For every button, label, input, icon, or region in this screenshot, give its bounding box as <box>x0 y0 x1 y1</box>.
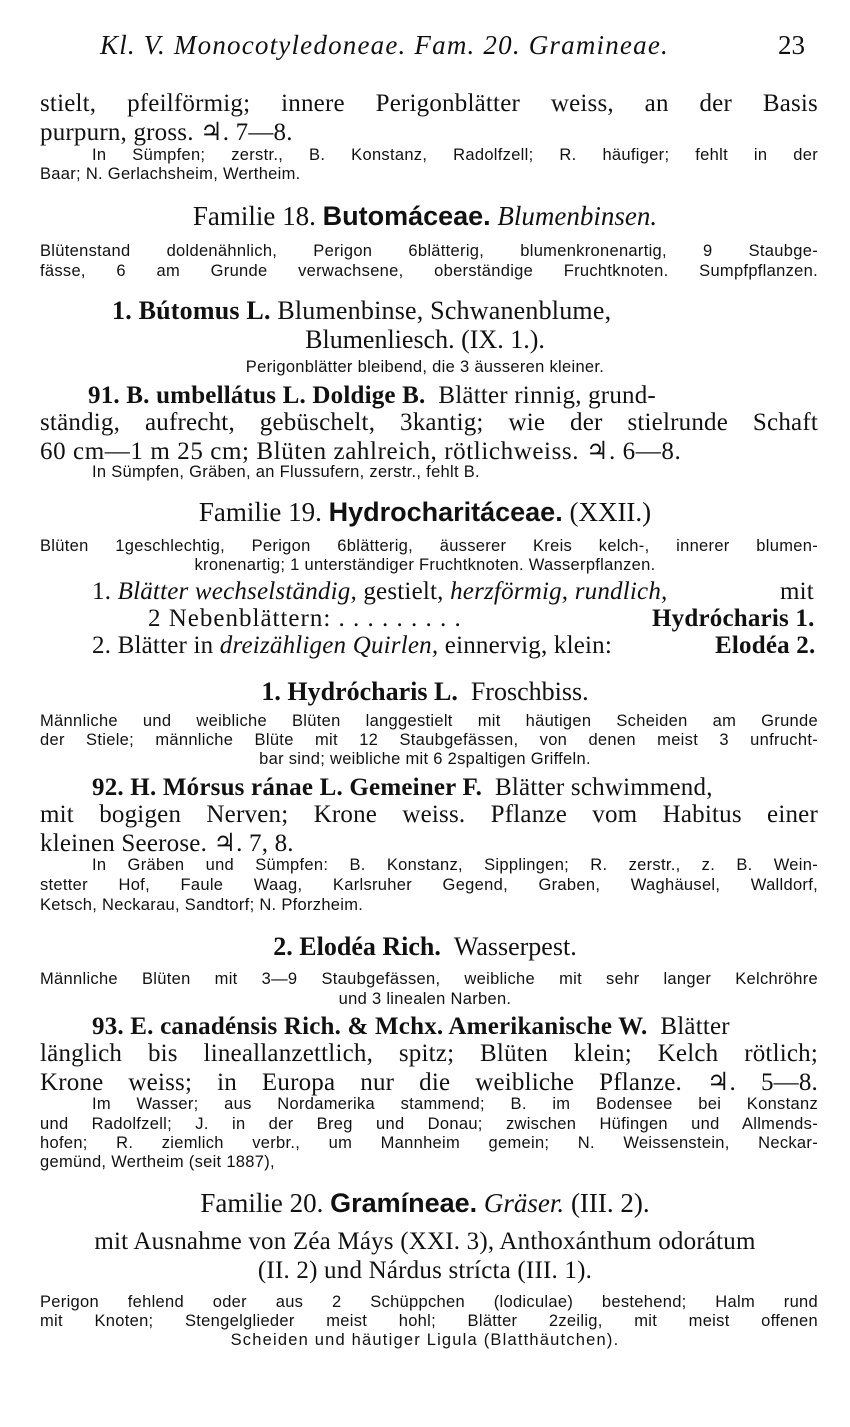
text-line: 60 cm—1 m 25 cm; Blüten zahlreich, rötlichweiss. ♃. 6—8. <box>40 438 682 465</box>
family-heading <box>0 497 850 528</box>
text-line: ständig, aufrecht, gebüschelt, 3kantig; wie der stielrunde Schaft <box>40 409 818 436</box>
species-name: 93. E. canadénsis Rich. & Mchx. Amerikanische W. <box>92 1013 648 1040</box>
key-result: Hydrócharis 1. <box>652 605 815 632</box>
family-description: Blütenstand doldenähnlich, Perigon 6blätterig, blumenkronenartig, 9 Staubge- <box>40 242 818 260</box>
text-line: mit bogigen Nerven; Krone weiss. Pflanze vom Habitus einer <box>40 801 818 828</box>
text-line: stielt, pfeilförmig; innere Perigonblätter weiss, an der Basis <box>40 90 818 117</box>
text-line: länglich bis lineallanzettlich, spitz; Blüten klein; Kelch rötlich; <box>40 1040 818 1067</box>
genus-name: 1. Hydrócharis L. <box>261 677 458 706</box>
genus-description: und 3 linealen Narben. <box>338 990 512 1008</box>
family-description: Perigon fehlend oder aus 2 Schüppchen (lodiculae) bestehend; Halm rund <box>40 1293 818 1311</box>
species-entry <box>92 774 713 802</box>
species-description: Blätter <box>660 1013 730 1040</box>
genus-common-name: Blumenliesch. (IX. 1.). <box>305 325 545 354</box>
locality-line: und Radolfzell; J. in der Breg und Donau; zwischen Hüfingen und Allmends- <box>40 1115 818 1133</box>
genus-name: 1. Bútomus L. <box>112 296 271 325</box>
family-prefix: Familie 19. <box>198 497 322 527</box>
text-line: purpurn, gross. ♃. 7—8. <box>40 119 293 146</box>
species-description: Blätter rinnig, grund- <box>438 382 656 409</box>
key-text: Blätter wechselständig, <box>117 578 357 605</box>
genus-description: Männliche und weibliche Blüten langgestielt mit häutigen Scheiden am Grunde <box>40 712 818 730</box>
locality-line: Ketsch, Neckarau, Sandtorf; N. Pforzheim. <box>40 896 364 914</box>
species-description: Blätter schwimmend, <box>495 774 713 801</box>
key-entry <box>92 578 667 606</box>
text-line: kleinen Seerose. ♃. 7, 8. <box>40 830 294 857</box>
genus-common-name: Wasserpest. <box>453 932 577 961</box>
genus-description: Perigonblätter bleibend, die 3 äusseren kleiner. <box>245 358 605 376</box>
locality-line: hofen; R. ziemlich verbr., um Mannheim gemein; N. Weissenstein, Neckar- <box>40 1134 818 1152</box>
family-prefix: Familie 20. <box>200 1188 324 1218</box>
running-header: Kl. V. Monocotyledoneae. Fam. 20. Gramineae. <box>100 30 669 60</box>
species-entry <box>92 1013 730 1041</box>
key-text: einnervig, klein: <box>444 632 613 659</box>
genus-heading <box>0 932 850 962</box>
genus-heading <box>0 677 850 707</box>
locality-line: Baar; N. Gerlachsheim, Wertheim. <box>40 165 301 183</box>
family-class: (III. 2). <box>570 1188 650 1218</box>
locality-line: Im Wasser; aus Nordamerika stammend; B. im Bodensee bei Konstanz <box>92 1095 818 1113</box>
locality-line: In Gräben und Sümpfen: B. Konstanz, Sipplingen; R. zerstr., z. B. Wein- <box>92 856 818 874</box>
text-line: Krone weiss; in Europa nur die weibliche Pflanze. ♃. 5—8. <box>40 1069 818 1096</box>
key-result: Elodéa 2. <box>715 632 816 659</box>
locality-line: stetter Hof, Faule Waag, Karlsruher Gegend, Graben, Waghäusel, Walldorf, <box>40 876 818 894</box>
species-name: 92. H. Mórsus ránae L. Gemeiner F. <box>92 774 483 801</box>
family-description: fässe, 6 am Grunde verwachsene, oberständige Fruchtknoten. Sumpfpflanzen. <box>40 262 818 280</box>
family-name: Gramíneae. <box>330 1188 478 1218</box>
family-common-name: Gräser. <box>483 1188 565 1218</box>
family-name: Hydrocharitáceae. <box>328 497 563 527</box>
genus-description: bar sind; weibliche mit 6 2spaltigen Griffeln. <box>259 750 591 768</box>
family-name: Butomáceae. <box>322 201 491 231</box>
family-heading <box>0 201 850 232</box>
key-text: herzförmig, rundlich, <box>450 578 668 605</box>
text-line: (II. 2) und Nárdus strícta (III. 1). <box>257 1257 593 1284</box>
species-name: 91. B. umbellátus L. Doldige B. <box>88 382 426 409</box>
family-description: kronenartig; 1 unterständiger Fruchtknoten. Wasserpflanzen. <box>194 556 656 574</box>
genus-name: 2. Elodéa Rich. <box>273 932 441 961</box>
species-entry <box>88 382 818 410</box>
family-class: (XXII.) <box>569 497 652 527</box>
genus-description: der Stiele; männliche Blüte mit 12 Staubgefässen, von denen meist 3 unfrucht- <box>40 731 818 749</box>
key-text: mit <box>780 578 814 605</box>
locality-line: In Sümpfen; zerstr., B. Konstanz, Radolfzell; R. häufiger; fehlt in der <box>92 146 818 164</box>
genus-common-name: Froschbiss. <box>470 677 589 706</box>
genus-common-name: Blumenbinse, Schwanenblume, <box>277 296 612 325</box>
key-text: 2 Nebenblättern: . . . . . . . . . <box>148 605 462 632</box>
key-entry <box>92 632 612 660</box>
family-common-name: Blumenbinsen. <box>497 201 658 231</box>
family-description: Blüten 1geschlechtig, Perigon 6blätterig, äusserer Kreis kelch-, innerer blumen- <box>40 537 818 555</box>
text-line: mit Ausnahme von Zéa Máys (XXI. 3), Anthoxánthum odorátum <box>94 1228 756 1255</box>
genus-description: Männliche Blüten mit 3—9 Staubgefässen, weibliche mit sehr langer Kelchröhre <box>40 970 818 988</box>
family-heading <box>0 1188 850 1219</box>
locality-line: In Sümpfen, Gräben, an Flussufern, zerstr., fehlt B. <box>92 463 480 481</box>
key-text: gestielt, <box>363 578 444 605</box>
key-text: Blätter in <box>117 632 214 659</box>
locality-line: gemünd, Wertheim (seit 1887), <box>40 1153 275 1171</box>
family-prefix: Familie 18. <box>192 201 316 231</box>
key-number: 2. <box>92 632 112 659</box>
genus-heading <box>112 296 611 326</box>
key-text: dreizähligen Quirlen, <box>219 632 439 659</box>
family-description: mit Knoten; Stengelglieder meist hohl; Blätter 2zeilig, mit meist offenen <box>40 1312 818 1330</box>
family-description: Scheiden und häutiger Ligula (Blatthäutchen). <box>230 1331 620 1349</box>
page-number: 23 <box>778 30 805 60</box>
key-number: 1. <box>92 578 112 605</box>
